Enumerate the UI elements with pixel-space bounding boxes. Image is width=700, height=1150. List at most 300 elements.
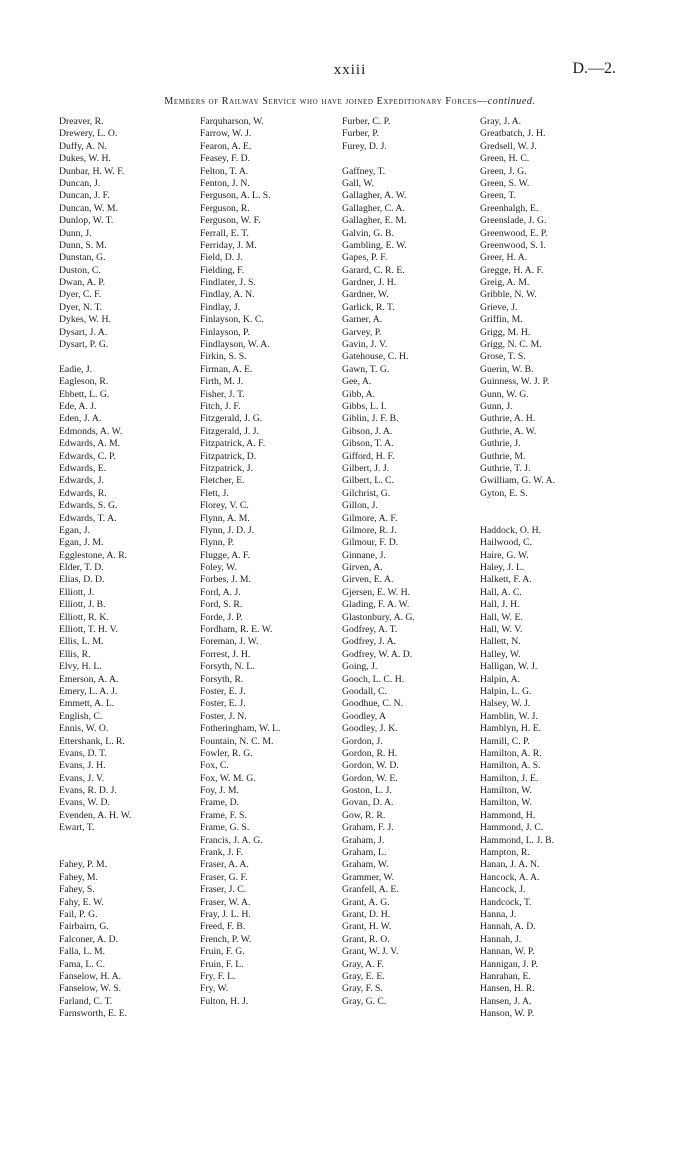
list-item: Flynn, J. D. J. bbox=[200, 524, 255, 536]
list-item: Elliott, R. K. bbox=[59, 611, 109, 623]
list-item: Fitzpatrick, D. bbox=[200, 450, 257, 462]
list-item: Goodley, A bbox=[342, 710, 387, 722]
list-item: Green, H. C. bbox=[480, 153, 530, 165]
list-item: Gray, A. F. bbox=[342, 958, 384, 970]
list-item: Gallagher, A. W. bbox=[342, 190, 407, 202]
list-item: Hanna, J. bbox=[480, 909, 517, 920]
list-item: Glading, F. A. W. bbox=[342, 599, 410, 611]
list-item: Hannan, W. P. bbox=[480, 946, 535, 958]
list-item: Gilmour, F. D. bbox=[342, 537, 399, 549]
list-item: Fraser, A. A. bbox=[200, 859, 249, 871]
list-item: Dreaver, R. bbox=[59, 116, 104, 127]
list-item: Gilmore, R. J. bbox=[342, 524, 397, 536]
name-column-3 bbox=[342, 116, 492, 1008]
list-item: Guthrie, J. bbox=[480, 438, 521, 450]
list-item: Florey, V. C. bbox=[200, 500, 249, 512]
list-item: Ferguson, R. bbox=[200, 202, 250, 214]
list-item: Govan, D. A. bbox=[342, 797, 394, 809]
list-item: Ebbett, L. G. bbox=[59, 388, 110, 400]
list-item: Fraser, W. A. bbox=[200, 896, 251, 908]
name-column-4 bbox=[480, 116, 630, 1021]
list-item: Emerson, A. A. bbox=[59, 673, 119, 685]
list-item: Granfell, A. E. bbox=[342, 884, 399, 896]
list-item: Edwards, C. P. bbox=[59, 450, 116, 462]
list-item: Halligan, W. J. bbox=[480, 661, 538, 673]
list-item: Evans, J. H. bbox=[59, 760, 106, 772]
list-item: Halley, W. bbox=[480, 648, 521, 660]
list-item: Fox, W. M. G. bbox=[200, 772, 256, 784]
list-item: Dunn, S. M. bbox=[59, 239, 107, 251]
list-item: Edwards, E. bbox=[59, 462, 107, 474]
list-item: Greatbatch, J. H. bbox=[480, 128, 546, 140]
list-item: Graham, L. bbox=[342, 847, 387, 859]
page-number: xxiii bbox=[333, 62, 367, 78]
list-gap bbox=[59, 351, 209, 363]
list-item: Emery, L. A. J. bbox=[59, 685, 118, 697]
list-item: Flugge, A. F. bbox=[200, 549, 251, 561]
list-item: Ellis, L. M. bbox=[59, 636, 104, 648]
list-item: Giblin, J. F. B. bbox=[342, 413, 399, 425]
list-item: Hamilton, J. E. bbox=[480, 772, 539, 784]
list-item: Hammond, L. J. B. bbox=[480, 834, 554, 846]
list-item: Foster, E. J. bbox=[200, 698, 246, 710]
list-item: Gregge, H. A. F. bbox=[480, 264, 544, 276]
list-item: Emmett, A. L. bbox=[59, 698, 115, 710]
list-item: Gray, F. S. bbox=[342, 983, 383, 995]
list-item: Grant, W. J. V. bbox=[342, 946, 399, 958]
list-item: Dykes, W. H. bbox=[59, 314, 111, 326]
list-item: Green, S. W. bbox=[480, 177, 530, 189]
heading-continued: continued. bbox=[487, 96, 536, 107]
list-item: Field, D. J. bbox=[200, 252, 243, 264]
list-item: Freed, F. B. bbox=[200, 921, 246, 933]
list-item: Gray, G. C. bbox=[342, 995, 387, 1007]
list-item: Fail, P. G. bbox=[59, 909, 98, 920]
list-item: Evans, J. V. bbox=[59, 772, 105, 784]
list-item: Flynn, P. bbox=[200, 537, 235, 549]
list-item: Grant, A. G. bbox=[342, 896, 390, 908]
list-item: Farland, C. T. bbox=[59, 995, 113, 1007]
list-item: Gyton, E. S. bbox=[480, 487, 528, 499]
list-item: Ede, A. J. bbox=[59, 400, 97, 412]
list-item: Finlayson, K. C. bbox=[200, 314, 264, 326]
list-item: Fray, J. L. H. bbox=[200, 909, 251, 920]
list-item: Gow, R. R. bbox=[342, 809, 386, 821]
list-item: Ennis, W. O. bbox=[59, 723, 109, 735]
list-item: Fitzpatrick, A. F. bbox=[200, 438, 266, 450]
list-item: Findlay, J. bbox=[200, 301, 241, 313]
list-item: Ferriday, J. M. bbox=[200, 239, 257, 251]
list-item: Fitzgerald, J. J. bbox=[200, 425, 259, 437]
list-item: English, C. bbox=[59, 710, 103, 722]
list-item: Findlay, A. N. bbox=[200, 289, 255, 301]
list-item: Goodhue, C. N. bbox=[342, 698, 404, 710]
list-item: Foster, E. J. bbox=[200, 685, 246, 697]
list-item: Godfrey, J. A. bbox=[342, 636, 396, 648]
list-item: Hailwood, C. bbox=[480, 537, 532, 549]
list-item: Ettershank, L. R. bbox=[59, 735, 125, 747]
list-item: Graham, F. J. bbox=[342, 822, 394, 834]
list-item: Grose, T. S. bbox=[480, 351, 526, 363]
list-item: Edwards, A. M. bbox=[59, 438, 121, 450]
list-item: Gjersen, E. W. H. bbox=[342, 586, 411, 598]
list-item: Green, T. bbox=[480, 190, 516, 202]
list-item: Ewart, T. bbox=[59, 822, 95, 834]
list-item: Eagleson, R. bbox=[59, 376, 109, 388]
heading-main: Members of Railway Service who have joined Expeditionary Forces— bbox=[164, 96, 488, 107]
list-item: Furey, D. J. bbox=[342, 140, 387, 152]
list-item: Egan, J. M. bbox=[59, 537, 104, 549]
list-item: Gilbert, J. J. bbox=[342, 462, 390, 474]
list-item: Gambling, E. W. bbox=[342, 239, 407, 251]
list-item: Gibson, J. A. bbox=[342, 425, 393, 437]
list-item: Edwards, T. A. bbox=[59, 512, 117, 524]
list-item: Garvey, P. bbox=[342, 326, 382, 338]
list-item: Furber, C. P. bbox=[342, 116, 391, 127]
list-item: Greenwood, E. P. bbox=[480, 227, 548, 239]
list-item: Gunn, J. bbox=[480, 400, 513, 412]
list-item: Fahey, S. bbox=[59, 884, 95, 896]
list-item: Hamilton, A. R. bbox=[480, 747, 542, 759]
list-item: Gardner, W. bbox=[342, 289, 389, 301]
list-item: Fruin, F. L. bbox=[200, 958, 244, 970]
list-item: Fanselow, H. A. bbox=[59, 970, 122, 982]
list-item: Dukes, W. H. bbox=[59, 153, 111, 165]
list-item: Hancock, J. bbox=[480, 884, 526, 896]
list-item: Fotheringham, W. L. bbox=[200, 723, 281, 735]
list-gap bbox=[59, 835, 209, 847]
list-item: Hansen, H. R. bbox=[480, 983, 535, 995]
list-item: Griffin, M. bbox=[480, 314, 523, 326]
list-item: Gwilliam, G. W. A. bbox=[480, 475, 556, 487]
list-item: Hamblyn, H. E. bbox=[480, 723, 542, 735]
page-heading bbox=[0, 96, 700, 107]
list-item: Gibbs, L. I. bbox=[342, 400, 387, 412]
list-item: Hannah, J. bbox=[480, 933, 522, 945]
list-item: Fahey, M. bbox=[59, 871, 98, 883]
list-item: Gunn, W. G. bbox=[480, 388, 529, 400]
list-item: Elliott, J. bbox=[59, 586, 95, 598]
list-item: Dunn, J. bbox=[59, 227, 92, 239]
list-item: Hamilton, A. S. bbox=[480, 760, 541, 772]
list-item: Falconer, A. D. bbox=[59, 933, 119, 945]
list-item: Greer, H. A. bbox=[480, 252, 528, 264]
list-item: Dyer, N. T. bbox=[59, 301, 103, 313]
name-columns bbox=[59, 116, 659, 1126]
list-item: Haire, G. W. bbox=[480, 549, 529, 561]
list-item: Hansen, J. A. bbox=[480, 995, 532, 1007]
list-item: Egan, J. bbox=[59, 524, 90, 536]
list-item: Fama, L. C. bbox=[59, 958, 106, 970]
list-item: Hannigan, J. P. bbox=[480, 958, 538, 970]
list-item: Grant, R. O. bbox=[342, 933, 390, 945]
list-item: Findlayson, W. A. bbox=[200, 339, 270, 351]
list-item: Gordon, W. E. bbox=[342, 772, 398, 784]
name-column-2 bbox=[200, 116, 350, 1008]
list-item: Gall, W. bbox=[342, 177, 375, 189]
list-item: Greenhalgh, E. bbox=[480, 202, 539, 214]
list-item: Greenslade, J. G. bbox=[480, 215, 547, 227]
list-item: Hamblin, W. J. bbox=[480, 710, 538, 722]
list-item: Fordham, R. E. W. bbox=[200, 624, 273, 636]
list-item: Gee, A. bbox=[342, 376, 372, 388]
list-item: Fraser, J. C. bbox=[200, 884, 247, 896]
list-item: Evans, R. D. J. bbox=[59, 785, 117, 797]
list-item: Flynn, A. M. bbox=[200, 512, 250, 524]
list-item: Elder, T. D. bbox=[59, 562, 104, 574]
list-item: Gallagher, E. M. bbox=[342, 215, 407, 227]
list-item: Gilbert, L. C. bbox=[342, 475, 394, 487]
list-item: Fairbairn, G. bbox=[59, 921, 109, 933]
list-item: Fielding, F. bbox=[200, 264, 245, 276]
list-item: Dysart, P. G. bbox=[59, 339, 109, 351]
list-item: Ferguson, W. F. bbox=[200, 215, 261, 227]
list-item: Forsyth, N. L. bbox=[200, 661, 255, 673]
list-item: Goston, L. J. bbox=[342, 785, 392, 797]
list-item: Greenwood, S. I. bbox=[480, 239, 546, 251]
list-item: Feasey, F. D. bbox=[200, 153, 250, 165]
list-item: Grammer, W. bbox=[342, 871, 395, 883]
list-item: Garlick, R. T. bbox=[342, 301, 395, 313]
list-item: Dyer, C. F. bbox=[59, 289, 102, 301]
list-item: Gatehouse, C. H. bbox=[342, 351, 409, 363]
list-item: Hammond, H. bbox=[480, 809, 536, 821]
list-item: Fountain, N. C. M. bbox=[200, 735, 274, 747]
list-item: Fahy, E. W. bbox=[59, 896, 104, 908]
list-item: Hanrahan, E. bbox=[480, 970, 531, 982]
list-item: Felton, T. A. bbox=[200, 165, 249, 177]
list-item: Drewery, L. O. bbox=[59, 128, 118, 140]
list-item: Gaffney, T. bbox=[342, 165, 386, 177]
list-item: Hall, A. C. bbox=[480, 586, 522, 598]
list-item: Gray, E. E. bbox=[342, 970, 385, 982]
list-item: Gardner, J. H. bbox=[342, 277, 397, 289]
list-item: Glastonbury, A. G. bbox=[342, 611, 415, 623]
list-item: Gallagher, C. A. bbox=[342, 202, 405, 214]
list-item: Gray, J. A. bbox=[480, 116, 522, 127]
list-item: Edwards, J. bbox=[59, 475, 104, 487]
list-item: Halkett, F. A. bbox=[480, 574, 532, 586]
list-gap bbox=[480, 513, 630, 525]
list-item: Furber, P. bbox=[342, 128, 380, 140]
list-item: Fanselow, W. S. bbox=[59, 983, 122, 995]
list-item: Edwards, R. bbox=[59, 487, 107, 499]
list-item: Ginnane, J. bbox=[342, 549, 386, 561]
list-item: Fox, C. bbox=[200, 760, 229, 772]
list-item: Evenden, A. H. W. bbox=[59, 809, 132, 821]
list-item: Fitzpatrick, J. bbox=[200, 462, 254, 474]
list-item: Gooch, L. C. H. bbox=[342, 673, 405, 685]
list-item: Fahey, P. M. bbox=[59, 859, 108, 871]
list-item: Dunbar, H. W. F. bbox=[59, 165, 125, 177]
list-item: Hamilton, W. bbox=[480, 797, 532, 809]
list-item: Gribble, N. W. bbox=[480, 289, 537, 301]
list-item: Gapes, P. F. bbox=[342, 252, 388, 264]
list-item: Farnsworth, E. E. bbox=[59, 1008, 128, 1020]
list-item: Falla, L. M. bbox=[59, 946, 106, 958]
list-item: Hall, W. E. bbox=[480, 611, 523, 623]
name-column-1 bbox=[59, 116, 209, 1021]
list-item: Going, J. bbox=[342, 661, 378, 673]
list-item: Gordon, R. H. bbox=[342, 747, 398, 759]
list-item: Graham, W. bbox=[342, 859, 389, 871]
list-item: Hall, W. V. bbox=[480, 624, 523, 636]
list-item: Godfrey, A. T. bbox=[342, 624, 398, 636]
list-item: Guthrie, A. W. bbox=[480, 425, 537, 437]
list-item: Grant, H. W. bbox=[342, 921, 392, 933]
list-item: Foy, J. M. bbox=[200, 785, 239, 797]
list-item: Gordon, J. bbox=[342, 735, 383, 747]
list-item: Hallett, N. bbox=[480, 636, 521, 648]
list-item: Frame, G. S. bbox=[200, 822, 250, 834]
list-item: Halsey, W. J. bbox=[480, 698, 531, 710]
list-item: Hannah, A. D. bbox=[480, 921, 536, 933]
list-item: Dunlop, W. T. bbox=[59, 215, 114, 227]
list-item: Garard, C. R. E. bbox=[342, 264, 405, 276]
list-item: Godfrey, W. A. D. bbox=[342, 648, 413, 660]
list-item: Guinness, W. J. P. bbox=[480, 376, 550, 388]
list-item: Gillon, J. bbox=[342, 500, 378, 512]
list-item: Forsyth, R. bbox=[200, 673, 244, 685]
list-item: Duston, C. bbox=[59, 264, 101, 276]
list-item: Guerin, W. B. bbox=[480, 363, 534, 375]
list-item: Grigg, N. C. M. bbox=[480, 339, 542, 351]
list-item: Goodall, C. bbox=[342, 685, 387, 697]
list-item: Goodley, J. K. bbox=[342, 723, 398, 735]
list-item: Fulton, H. J. bbox=[200, 995, 249, 1007]
list-item: Forrest, J. H. bbox=[200, 648, 251, 660]
list-item: Fowler, R. G. bbox=[200, 747, 253, 759]
list-item: Farrow, W. J. bbox=[200, 128, 252, 140]
list-item: Halpin, A. bbox=[480, 673, 521, 685]
list-item: Guthrie, A. H. bbox=[480, 413, 536, 425]
list-item: Elliott, J. B. bbox=[59, 599, 106, 611]
list-item: Dunstan, G. bbox=[59, 252, 106, 264]
list-item: Guthrie, T. J. bbox=[480, 462, 531, 474]
list-item: Fenton, J. N. bbox=[200, 177, 250, 189]
list-item: Gifford, H. F. bbox=[342, 450, 395, 462]
list-item: Elliott, T. H. V. bbox=[59, 624, 118, 636]
list-item: Gilchrist, G. bbox=[342, 487, 391, 499]
list-item: Evans, W. D. bbox=[59, 797, 110, 809]
list-item: Foley, W. bbox=[200, 562, 237, 574]
list-item: Halpin, L. G. bbox=[480, 685, 532, 697]
list-item: Edwards, S. G. bbox=[59, 500, 118, 512]
list-item: Duncan, J. bbox=[59, 177, 101, 189]
list-item: Fitzgerald, J. G. bbox=[200, 413, 263, 425]
list-item: Forde, J. P. bbox=[200, 611, 243, 623]
list-item: Hancock, A. A. bbox=[480, 871, 540, 883]
list-item: Gilmore, A. F. bbox=[342, 512, 398, 524]
list-item: Dysart, J. A. bbox=[59, 326, 108, 338]
list-item: Gredsell, W. J. bbox=[480, 140, 537, 152]
list-item: Haley, J. L. bbox=[480, 562, 525, 574]
list-item: Fry, F. L. bbox=[200, 970, 236, 982]
list-item: French, P. W. bbox=[200, 933, 252, 945]
list-item: Gordon, W. D. bbox=[342, 760, 399, 772]
list-item: Gawn, T. G. bbox=[342, 363, 390, 375]
list-item: Hanson, W. P. bbox=[480, 1008, 535, 1020]
list-item: Hall, J. H. bbox=[480, 599, 520, 611]
list-item: Ferrall, E. T. bbox=[200, 227, 249, 239]
list-item: Egglestone, A. R. bbox=[59, 549, 128, 561]
list-item: Ferguson, A. L. S. bbox=[200, 190, 271, 202]
list-item: Handcock, T. bbox=[480, 896, 532, 908]
list-gap bbox=[480, 500, 630, 512]
list-item: Grant, D. H. bbox=[342, 909, 391, 920]
list-item: Duffy, A. N. bbox=[59, 140, 107, 152]
list-item: Elias, D. D. bbox=[59, 574, 105, 586]
list-item: Francis, J. A. G. bbox=[200, 834, 263, 846]
list-item: Ellis, R. bbox=[59, 648, 91, 660]
list-item: Elvy, H. L. bbox=[59, 661, 102, 673]
list-item: Eden, J. A. bbox=[59, 413, 102, 425]
list-item: Firkin, S. S. bbox=[200, 351, 247, 363]
list-item: Duncan, W. M. bbox=[59, 202, 118, 214]
list-item: Hampton, R. bbox=[480, 847, 530, 859]
list-item: Frank, J. F. bbox=[200, 847, 244, 859]
list-item: Girven, E. A. bbox=[342, 574, 394, 586]
list-item: Fruin, F. G. bbox=[200, 946, 245, 958]
list-item: Farquharson, W. bbox=[200, 116, 264, 127]
list-item: Fisher, J. T. bbox=[200, 388, 245, 400]
list-item: Frame, D. bbox=[200, 797, 240, 809]
list-item: Edmonds, A. W. bbox=[59, 425, 123, 437]
list-item: Foster, J. N. bbox=[200, 710, 247, 722]
list-item: Grigg, M. H. bbox=[480, 326, 531, 338]
list-item: Girven, A. bbox=[342, 562, 383, 574]
list-item: Fry, W. bbox=[200, 983, 229, 995]
list-item: Green, J. G. bbox=[480, 165, 527, 177]
list-item: Gibb, A. bbox=[342, 388, 376, 400]
list-item: Forbes, J. M. bbox=[200, 574, 251, 586]
list-item: Greig, A. M. bbox=[480, 277, 530, 289]
list-item: Gibson, T. A. bbox=[342, 438, 394, 450]
list-item: Findlater, J. S. bbox=[200, 277, 256, 289]
list-item: Duncan, J. F. bbox=[59, 190, 110, 202]
list-item: Hanan, J. A. N. bbox=[480, 859, 540, 871]
list-item: Fitch, J. F. bbox=[200, 400, 241, 412]
section-code: D.—2. bbox=[572, 60, 616, 77]
list-item: Finlayson, P. bbox=[200, 326, 250, 338]
list-item: Hamill, C. P. bbox=[480, 735, 530, 747]
list-item: Dwan, A. P. bbox=[59, 277, 106, 289]
list-item: Haddock, O. H. bbox=[480, 524, 542, 536]
list-item: Graham, J. bbox=[342, 834, 385, 846]
list-item: Frame, F. S. bbox=[200, 809, 247, 821]
list-item: Firth, M. J. bbox=[200, 376, 244, 388]
list-item: Hamilton, W. bbox=[480, 785, 532, 797]
list-item: Fletcher, E. bbox=[200, 475, 245, 487]
list-gap bbox=[342, 153, 492, 165]
list-item: Evans, D. T. bbox=[59, 747, 107, 759]
list-item: Garner, A. bbox=[342, 314, 383, 326]
list-item: Foreman, J. W. bbox=[200, 636, 259, 648]
list-item: Hammond, J. C. bbox=[480, 822, 544, 834]
list-gap bbox=[59, 847, 209, 859]
list-item: Ford, S. R. bbox=[200, 599, 243, 611]
list-item: Ford, A. J. bbox=[200, 586, 241, 598]
list-item: Galvin, G. B. bbox=[342, 227, 394, 239]
list-item: Grieve, J. bbox=[480, 301, 518, 313]
list-item: Guthrie, M. bbox=[480, 450, 526, 462]
list-item: Flett, J. bbox=[200, 487, 229, 499]
list-item: Gavin, J. V. bbox=[342, 339, 388, 351]
list-item: Firman, A. E. bbox=[200, 363, 253, 375]
list-item: Eadie, J. bbox=[59, 363, 93, 375]
list-item: Fraser, G. F. bbox=[200, 871, 248, 883]
list-item: Fearon, A. E. bbox=[200, 140, 252, 152]
